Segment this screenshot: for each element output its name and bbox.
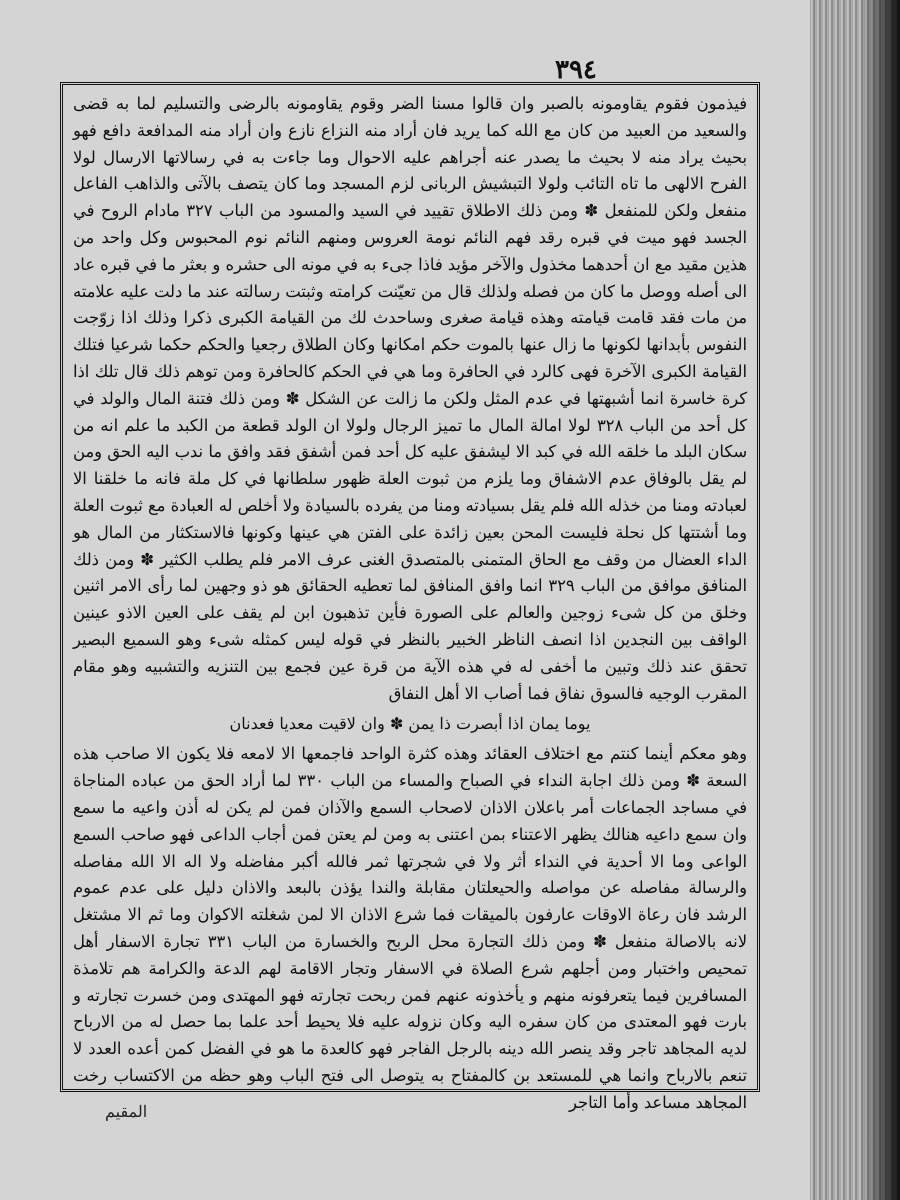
paragraph: فيذمون فقوم يقاومونه بالصبر وان قالوا مسنا الضر وقوم يقاومونه بالرضى والتسليم لما به قضى والسعيد من العبيد من كان مع الله كما يريد فان أراد منه النزاع نازع وان أراد منه المدافعة دافع فهو بحيث يراد منه لا بحيث ما يصدر عنه أجراهم عليه الاحوال وما جاءت به في رسالاتها الارسال لولا الفرح الالهى ما تاه التائب ولولا التبشيش الربانى لزم المسجد وما كان يتصف بالآتى والذاهب الفاعل منفعل ولكن للمنفعل ✽ ومن ذلك الاطلاق تقييد في السيد والمسود من الباب ٣٢٧ مادام الروح في الجسد فهو ميت في قبره رقد فهم النائم نومة العروس ومنهم النائم نوم المحبوس وكل واحد من هذين مقيد مع ان أحدهما مخذول والآخر مؤيد فاذا جىء به في مونه الى حشره و بعثر ما في قبره عاد الى أصله ووصل ما كان من فصله ولذلك قال من تعيّنت كرامته وثبتت رسالته عند ما دلت عليه علامته من مات فقد قامت قيامته وهذه قيامة صغرى وساحدث لك من القيامة الكبرى ذكرا وذلك اذا زوّجت النفوس بأبدانها لكونها ما زال عنها بالموت حكم امكانها وكان الطلاق رجعيا والحكم حكما شرعيا فتلك القيامة الكبرى الآخرة فهى كالرد في الحافرة وما هي في الحكم كالحافرة ومن توهم ذلك قال تلك اذا كرة خاسرة انما أشبهتها في عدم المثل ولكن ما زالت عن الشكل ✽ ومن ذلك فتنة المال والولد في كل أحد من الباب ٣٢٨ لولا امالة المال ما تميز الرجال ولولا ان الولد قطعة من الكبد ما علم انه من سكان البلد ما خلقه الله في كبد الا ليشفق عليه كل أحد فمن أشفق فقد وافق ما ندب اليه الحق ومن لم يقل بالوفاق عدم الاشفاق وما يلزم من ثبوت العلة ظهور سلطانها في كل ملة فانه ما خلقنا الا لعبادته ومنا من خذله الله فلم يقل بسيادته ومنا من يفرده بالسيادة ولا أخلص له العبادة مع ثبوت العلة وما أشتتها كل نحلة فليست المحن بعين زائدة على الفتن هي عينها وكونها فالاستكثار من المال هو الداء العضال من وقف مع الحاق المتمنى بالمتصدق الغنى عرف الامر فلم يطلب الكثير ✽ ومن ذلك المنافق موافق من الباب ٣٢٩ انما وافق المنافق لما تعطيه الحقائق هو ذو وجهين لما رأى الامر اثنين وخلق من كل شىء زوجين والعالم على الصورة فأين تذهبون ابن لم يقف على العين الاذو عينين الواقف بين النجدين اذا انصف الناظر الخبير بالنظر في قوله ليس كمثله شىء وهو السميع البصير تحقق عند ذلك وتبين ما أخفى له في هذه الآية من قرة عين فجمع بين التنزيه والتشبيه وهو مقام المقرب الوجيه فالسوق نفاق فما أصاب الا أهل النفاق	[73, 94, 748, 703]
page-number: ٣٩٤	[555, 55, 597, 85]
verse-line: يوما يمان اذا أبصرت ذا يمن ✽ وان لاقيت معديا فعدنان	[229, 714, 591, 734]
book-page-edges	[810, 0, 900, 1200]
catchword: المقيم	[105, 1102, 148, 1121]
body-text	[73, 91, 747, 1116]
paragraph: وهو معكم أينما كنتم مع اختلاف العقائد وهذه كثرة الواحد فاجمعها الا لامعه فلا يكون الا صاحب هذه السعة ✽ ومن ذلك اجابة النداء في الصباح والمساء من الباب ٣٣٠ لما أراد الحق من عباده المناجاة في مساجد الجماعات أمر باعلان الاذان لاصحاب السمع والآذان فمن لم يكن له أذن واعيه ما سمع وان سمع داعيه هنالك يظهر الاعتناء بمن اعتنى به ومن لم يعتن فمن أجاب الداعى فهو صاحب السمع الواعى وما الا أحدية في النداء أثر ولا في شجرتها ثمر فالله أكبر مفاضله ولا اله الا الله مفاصله والرسالة مفاصله عن مواصله والحيعلتان مقابلة والندا يؤذن بالبعد والاذان دليل على عدم عموم الرشد فان رعاة الاوقات عارفون بالميقات فما شرع الاذان الا لمن شغلته الاكوان وما ثم الا مشتغل لانه بالاصالة منفعل ✽ ومن ذلك التجارة محل الربح والخسارة من الباب ٣٣١ تجارة الاسفار أهل تمحيص واختبار ومن أجلهم شرع الصلاة في الاسفار وتجار الاقامة لهم الدعة والكرامة هم تلامذة المسافرين فيما يتعرفونه منهم و يأخذونه عنهم فمن ربحت تجارته فهو المهتدى ومن خسرت تجارته و بارت فهو المعتدى من كان سفره اليه وكان نزوله عليه فلا يحيط أحد علما بما حصل له من الارباح لديه المجاهد تاجر وقد ينصر الله دينه بالرجل الفاجر فهو كالعدة ما هو في الفضل كمن أعده العدد لا تنعم بالارباح وانما هي للمستعد بن كالمفتاح به يتوصل الى فتح الباب وهو حظه من الاكتساب رخت المجاهد مساعد وأما التاجر	[73, 744, 748, 1112]
